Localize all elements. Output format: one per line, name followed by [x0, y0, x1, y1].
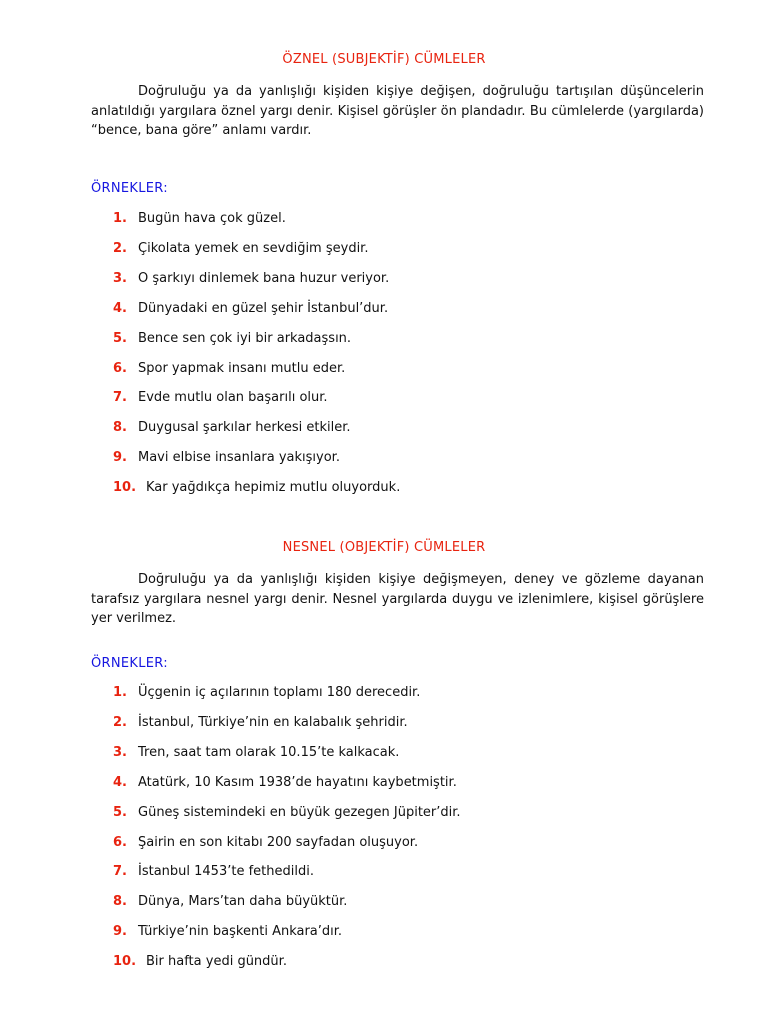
example-item — [113, 715, 408, 730]
example-number: 4. — [113, 774, 127, 790]
objective-definition-paragraph: Doğruluğu ya da yanlışlığı kişiden kişiye değişmeyen, deney ve gözleme dayanan tarafsız yargılara nesnel yargı denir. Nesnel yargılarda duygu ve izlenimlere, kişisel görüşlere yer verilmez. — [91, 572, 704, 626]
example-text: Üçgenin iç açılarının toplamı 180 derecedir. — [138, 685, 421, 700]
example-text: Kar yağdıkça hepimiz mutlu oluyorduk. — [146, 480, 401, 496]
example-number: 3. — [113, 744, 127, 760]
example-item — [113, 685, 420, 700]
example-number: 10. — [113, 480, 137, 496]
example-text: İstanbul, Türkiye’nin en kalabalık şehridir. — [138, 714, 408, 730]
example-text: Çikolata yemek en sevdiğim şeydir. — [138, 240, 369, 256]
example-item — [113, 331, 351, 346]
subjective-definition-paragraph: Doğruluğu ya da yanlışlığı kişiden kişiye değişen, doğruluğu tartışılan düşüncelerin anlatıldığı yargılara öznel yargı denir. Kişisel görüşler ön plandadır. Bu cümlelerde (yargılarda) “bence, bana göre” anlamı vardır. — [91, 84, 704, 138]
example-number: 10. — [113, 954, 137, 970]
example-text: Bir hafta yedi gündür. — [146, 954, 287, 970]
example-item — [113, 864, 314, 879]
example-number: 6. — [113, 360, 127, 376]
example-number: 2. — [113, 240, 127, 256]
example-number: 7. — [113, 864, 127, 880]
example-number: 5. — [113, 804, 127, 820]
example-number: 2. — [113, 714, 127, 730]
example-text: Dünya, Mars’tan daha büyüktür. — [138, 894, 348, 910]
example-item — [113, 271, 389, 286]
example-number: 9. — [113, 924, 127, 940]
example-text: Evde mutlu olan başarılı olur. — [138, 390, 328, 406]
example-item — [113, 745, 399, 760]
example-number: 7. — [113, 390, 127, 406]
example-number: 8. — [113, 420, 127, 436]
example-text: İstanbul 1453’te fethedildi. — [138, 864, 314, 880]
objective-examples-heading: ÖRNEKLER: — [91, 656, 168, 671]
example-number: 5. — [113, 330, 127, 346]
example-text: Tren, saat tam olarak 10.15’te kalkacak. — [138, 744, 400, 760]
example-item — [113, 420, 351, 435]
example-text: O şarkıyı dinlemek bana huzur veriyor. — [138, 270, 390, 286]
example-item — [113, 805, 461, 820]
example-item — [113, 241, 368, 256]
example-text: Türkiye’nin başkenti Ankara’dır. — [138, 924, 343, 940]
example-item — [113, 894, 347, 909]
example-item — [113, 450, 340, 465]
example-item — [113, 480, 400, 495]
example-number: 1. — [113, 211, 127, 226]
example-text: Dünyadaki en güzel şehir İstanbul’dur. — [138, 300, 389, 316]
example-number: 6. — [113, 834, 127, 850]
example-number: 1. — [113, 685, 127, 700]
example-text: Bugün hava çok güzel. — [138, 211, 286, 226]
example-number: 4. — [113, 300, 127, 316]
objective-section-title: NESNEL (OBJEKTİF) CÜMLELER — [282, 540, 486, 555]
example-item — [113, 361, 345, 376]
example-text: Şairin en son kitabı 200 sayfadan oluşuyor. — [138, 834, 419, 850]
example-text: Güneş sistemindeki en büyük gezegen Jüpiter’dir. — [138, 804, 461, 820]
subjective-examples-heading: ÖRNEKLER: — [91, 181, 168, 196]
example-text: Spor yapmak insanı mutlu eder. — [138, 360, 346, 376]
example-item — [113, 775, 457, 790]
example-item — [113, 924, 342, 939]
example-number: 3. — [113, 270, 127, 286]
example-item — [113, 211, 286, 226]
example-number: 8. — [113, 894, 127, 910]
example-text: Atatürk, 10 Kasım 1938’de hayatını kaybetmiştir. — [138, 774, 457, 790]
subjective-section-title: ÖZNEL (SUBJEKTİF) CÜMLELER — [282, 52, 486, 67]
example-item — [113, 835, 418, 850]
example-item — [113, 954, 287, 969]
example-text: Duygusal şarkılar herkesi etkiler. — [138, 420, 351, 436]
example-item — [113, 301, 388, 316]
example-text: Mavi elbise insanlara yakışıyor. — [138, 450, 340, 466]
example-number: 9. — [113, 450, 127, 466]
example-item — [113, 390, 328, 405]
example-text: Bence sen çok iyi bir arkadaşsın. — [138, 330, 352, 346]
